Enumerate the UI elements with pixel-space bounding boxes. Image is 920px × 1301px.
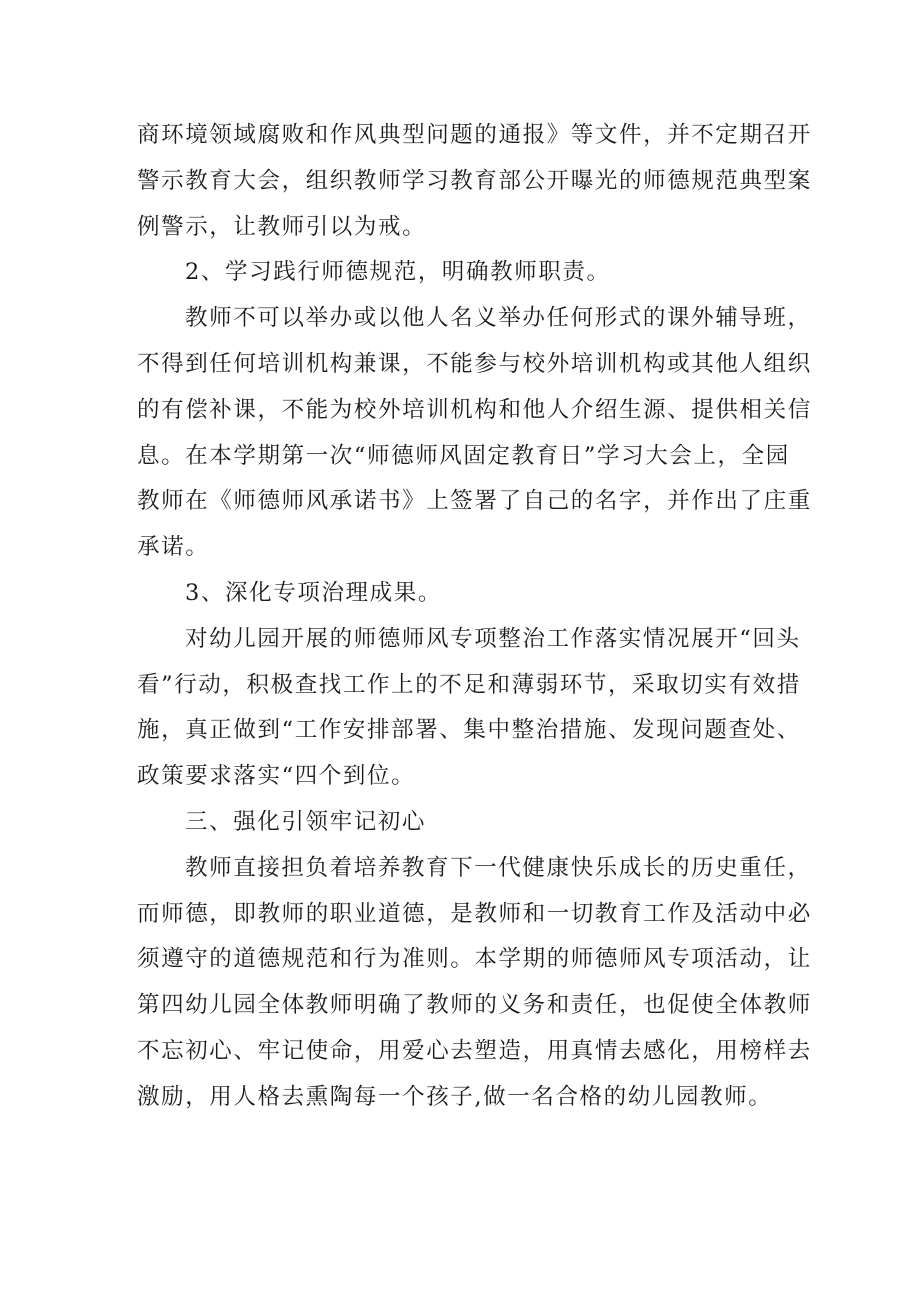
paragraph-teacher-duties: [137, 296, 812, 571]
document-body: [137, 113, 812, 1121]
text-line: 而师德，即教师的职业道德，是教师和一切教育工作及活动中必: [137, 900, 812, 927]
text-line: 不忘初心、牢记使命，用爱心去塑造，用真情去感化，用榜样去: [137, 1037, 812, 1064]
text-line: 政策要求落实“四个到位。: [137, 763, 416, 790]
text-line: 须遵守的道德规范和行为准则。本学期的师德师风专项活动，让: [137, 946, 812, 973]
text-line: 对幼儿园开展的师德师风专项整治工作落实情况展开“回头: [185, 625, 801, 652]
text-line: 警示教育大会，组织教师学习教育部公开曝光的师德规范典型案: [137, 167, 812, 194]
text-line: 施，真正做到“工作安排部署、集中整治措施、发现问题查处、: [137, 717, 801, 744]
text-line: 的有偿补课，不能为校外培训机构和他人介绍生源、提供相关信: [137, 396, 812, 423]
text-line: 3、深化专项治理成果。: [185, 579, 442, 606]
text-line: 教师不可以举办或以他人名义举办任何形式的课外辅导班，: [185, 305, 812, 332]
text-line: 例警示，让教师引以为戒。: [137, 213, 427, 240]
subheading-2: [137, 250, 797, 296]
paragraph-governance: [137, 617, 801, 800]
text-line: 看”行动，积极查找工作上的不足和薄弱环节，采取切实有效措: [137, 671, 801, 698]
paragraph-continued: [137, 113, 812, 250]
section-heading-3: [137, 800, 797, 846]
text-line: 息。在本学期第一次“师德师风固定教育日”学习大会上，全园: [137, 442, 790, 469]
subheading-3: [137, 571, 797, 617]
text-line: 教师在《师德师风承诺书》上签署了自己的名字，并作出了庄重: [137, 488, 812, 515]
text-line: 承诺。: [137, 534, 210, 561]
paragraph-teacher-ethics: [137, 846, 812, 1121]
text-line: 激励，用人格去熏陶每一个孩子,做一名合格的幼儿园教师。: [137, 1083, 773, 1110]
text-line: 商环境领域腐败和作风典型问题的通报》等文件，并不定期召开: [137, 122, 812, 148]
text-line: 教师直接担负着培养教育下一代健康快乐成长的历史重任，: [185, 854, 812, 881]
text-line: 2、学习践行师德规范，明确教师职责。: [185, 259, 611, 286]
text-line: 第四幼儿园全体教师明确了教师的义务和责任，也促使全体教师: [137, 992, 812, 1019]
text-line: 不得到任何培训机构兼课，不能参与校外培训机构或其他人组织: [137, 350, 812, 377]
text-line: 三、强化引领牢记初心: [185, 808, 427, 835]
